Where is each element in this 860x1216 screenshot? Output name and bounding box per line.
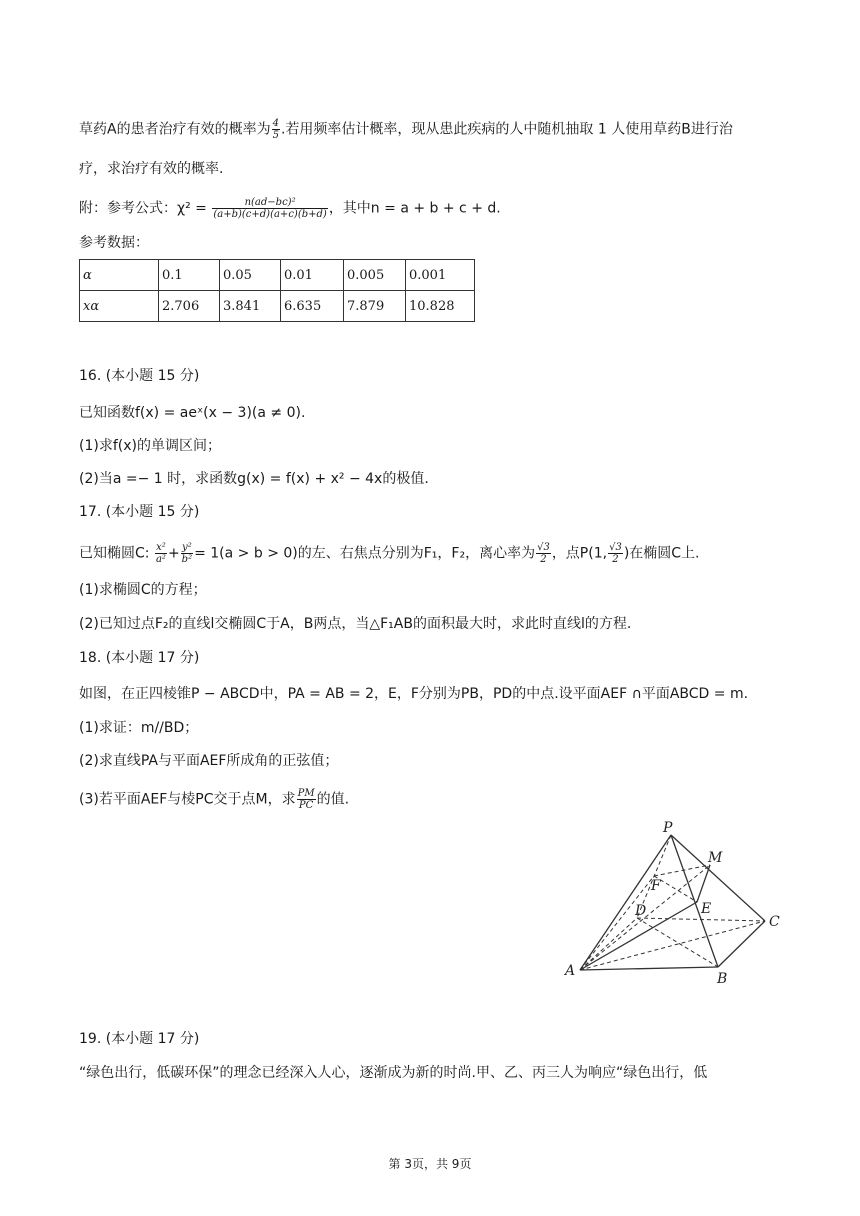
pyramid-hidden-edges bbox=[580, 835, 765, 970]
fraction-numerator: x² bbox=[156, 542, 166, 553]
reference-label: 参考数据： bbox=[79, 235, 149, 251]
q19-stem: “绿色出行，低碳环保”的理念已经深入人心，逐渐成为新的时尚.甲、乙、丙三人为响应“绿色出行，低 bbox=[79, 1065, 708, 1081]
q18-header: 18. (本小题 17 分) bbox=[79, 650, 200, 666]
fraction-denominator: 2 bbox=[540, 554, 547, 565]
fraction-root3-over-2 bbox=[608, 542, 623, 565]
q16-stem: 已知函数f(x) = aeˣ(x − 3)(a ≠ 0). bbox=[79, 405, 306, 421]
vertex-label-c: C bbox=[769, 914, 780, 930]
q17-part-1: (1)求椭圆C的方程； bbox=[79, 582, 207, 598]
page-footer: 第 3页，共 9页 bbox=[388, 1157, 472, 1171]
fraction-y2-b2 bbox=[181, 542, 193, 565]
table-cell: α bbox=[80, 260, 159, 291]
table-row bbox=[80, 260, 475, 291]
table-cell: 10.828 bbox=[406, 291, 475, 322]
intro-line-1 bbox=[79, 118, 733, 141]
pyramid-solid-edges bbox=[580, 835, 765, 970]
table-cell: 0.005 bbox=[344, 260, 406, 291]
table-cell: 0.05 bbox=[220, 260, 281, 291]
segment-em bbox=[697, 865, 710, 902]
fraction-denominator: a² bbox=[155, 554, 166, 565]
formula-line bbox=[79, 197, 501, 220]
fraction-denominator: b² bbox=[181, 554, 193, 565]
vertex-label-m: M bbox=[708, 850, 723, 866]
table-cell: 0.1 bbox=[159, 260, 220, 291]
table-cell: 7.879 bbox=[344, 291, 406, 322]
vertex-label-p: P bbox=[663, 820, 673, 836]
plus-sign: + bbox=[167, 545, 180, 562]
q17-stem bbox=[79, 542, 700, 565]
fraction-numerator: 4 bbox=[272, 118, 279, 129]
chi-square-numerator: n(ad−bc)² bbox=[212, 197, 327, 209]
table-cell: xα bbox=[80, 291, 159, 322]
table-cell: 3.841 bbox=[220, 291, 281, 322]
fraction-numerator: √3 bbox=[609, 542, 622, 553]
diagonal-bd bbox=[637, 918, 718, 967]
intro-text-a: 草药A的患者治疗有效的概率为 bbox=[79, 121, 271, 138]
edge-bc bbox=[718, 921, 765, 967]
q17-part-2: (2)已知过点F₂的直线l交椭圆C于A，B两点，当△F₁AB的面积最大时，求此时直线l的方程. bbox=[79, 616, 632, 632]
q17-stem-a: 已知椭圆C: bbox=[79, 545, 150, 562]
vertex-label-b: B bbox=[717, 971, 728, 987]
chi-square-denominator: (a+b)(c+d)(a+c)(b+d) bbox=[213, 209, 327, 220]
segment-af bbox=[580, 876, 654, 970]
reference-table bbox=[79, 259, 475, 322]
fraction-pm-pc bbox=[297, 788, 316, 811]
q16-part-2: (2)当a =− 1 时，求函数g(x) = f(x) + x² − 4x的极值. bbox=[79, 471, 429, 487]
table-cell: 0.01 bbox=[281, 260, 344, 291]
vertex-label-d: D bbox=[635, 903, 647, 919]
table-row bbox=[80, 291, 475, 322]
fraction-root3-over-2 bbox=[536, 542, 551, 565]
formula-prefix: 附：参考公式：χ² = bbox=[79, 200, 207, 217]
fraction-denominator: PC bbox=[298, 800, 314, 811]
vertex-label-e: E bbox=[701, 901, 712, 917]
q18-part-3 bbox=[79, 788, 349, 811]
fraction-numerator: PM bbox=[297, 788, 315, 799]
q17-header: 17. (本小题 15 分) bbox=[79, 504, 200, 520]
fraction-numerator: y² bbox=[182, 542, 192, 553]
formula-suffix: ，其中n = a + b + c + d. bbox=[328, 200, 501, 217]
q19-header: 19. (本小题 17 分) bbox=[79, 1031, 200, 1047]
q18-part-3-a: (3)若平面AEF与棱PC交于点M，求 bbox=[79, 791, 296, 808]
table-cell: 2.706 bbox=[159, 291, 220, 322]
table-cell: 6.635 bbox=[281, 291, 344, 322]
fraction-four-fifths bbox=[272, 118, 280, 141]
q17-stem-b: = 1(a > b > 0)的左、右焦点分别为F₁，F₂，离心率为 bbox=[194, 545, 536, 562]
q18-part-1: (1)求证：m//BD； bbox=[79, 720, 199, 736]
q18-part-2: (2)求直线PA与平面AEF所成角的正弦值； bbox=[79, 753, 339, 769]
fraction-denominator: 2 bbox=[612, 554, 619, 565]
chi-square-fraction bbox=[212, 197, 327, 220]
q18-part-3-b: 的值. bbox=[316, 791, 350, 808]
edge-ab bbox=[580, 967, 718, 970]
fraction-x2-a2 bbox=[155, 542, 167, 565]
fraction-numerator: √3 bbox=[537, 542, 550, 553]
intro-line-2: 疗，求治疗有效的概率. bbox=[79, 161, 224, 177]
q16-header: 16. (本小题 15 分) bbox=[79, 368, 200, 384]
fraction-denominator: 5 bbox=[272, 130, 279, 141]
q16-part-1: (1)求f(x)的单调区间； bbox=[79, 438, 221, 454]
vertex-label-a: A bbox=[565, 963, 576, 979]
q17-stem-d: )在椭圆C上. bbox=[623, 545, 700, 562]
q18-stem: 如图，在正四棱锥P − ABCD中，PA = AB = 2，E，F分别为PB，PD的中点.设平面AEF ∩平面ABCD = m. bbox=[79, 686, 749, 702]
table-cell: 0.001 bbox=[406, 260, 475, 291]
intro-text-b: .若用频率估计概率，现从患此疾病的人中随机抽取 1 人使用草药B进行治 bbox=[280, 121, 733, 138]
pyramid-figure bbox=[555, 815, 795, 995]
edge-pc bbox=[671, 835, 765, 921]
vertex-label-f: F bbox=[651, 878, 661, 894]
q17-stem-c: ，点P(1, bbox=[551, 545, 608, 562]
